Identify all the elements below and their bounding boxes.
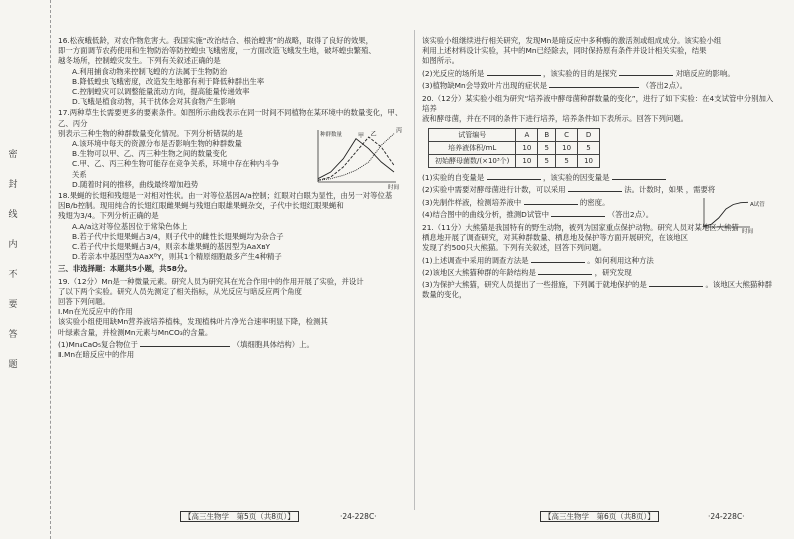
question-18-stem-2: 因B/b控制。现用纯合的长翅红眼雌果蝇与残翅白眼雄果蝇杂交，子代中长翅红眼果蝇和 [58,201,344,211]
section-3-heading: 三、非选择题：本题共5小题，共58分。 [58,264,192,274]
question-18 [58,191,410,262]
page-number-label: 【高三生物学 第6页（共8页）】 [540,511,659,522]
question-20-sub-4: (4)结合图中的曲线分析，推测D试管中 （答出2点）。 [422,209,654,219]
question-21-sub-3: (3)为保护大熊猫，研究人员提出了一些措施，下列属于就地保护的是 。该地区大熊猫种群数量的变化， [422,280,773,300]
table-cell: B [538,128,556,141]
series-line-1 [704,202,748,226]
option-b: B.生物可以甲、乙、丙三种生物之间的数量变化 [72,149,228,159]
question-21-stem-3: 发现了约500只大熊猫。下列有关叙述，回答下列问题。 [422,243,607,253]
question-16 [58,36,410,107]
table-row [429,141,600,154]
table-cell: 培养液体积/mL [429,141,516,154]
seal-margin-char: 密 [8,150,18,160]
table-cell: 5 [538,155,556,168]
option-c: C.控制蝗灾可以调整能量流动方向，提高能量传递效率 [72,87,250,97]
page-6-footer [540,510,659,524]
answer-blank[interactable] [487,171,541,180]
question-19-sub-1: (1)Mn₄CaO₅复合物位于 （填细胞具体结构）上。 [58,339,314,349]
option-d: D.若亲本中基因型为AaXᴮY，则其1个精原细胞最多产生4种精子 [72,252,282,262]
answer-blank[interactable] [487,67,541,76]
table-cell: D [578,128,600,141]
option-c: C.甲、乙、丙三种生物可能存在竞争关系，环境中存在种内斗争 [72,159,280,169]
question-21 [422,223,774,300]
series-line-2 [318,137,394,180]
page-5 [58,36,410,506]
table-header-row [429,128,600,141]
answer-blank[interactable] [549,79,639,88]
test-tube-growth-chart [698,194,768,234]
option-b: B.降低蝗虫飞蛾密度，改造发生地都有利于降低种群出生率 [72,76,265,86]
question-19-part-1: Ⅰ.Mn在光反应中的作用 [58,307,133,317]
seal-margin-char: 要 [8,300,18,310]
answer-blank[interactable] [538,266,592,275]
answer-blank[interactable] [524,196,578,205]
page-number-label: 【高三生物学 第5页（共8页）】 [180,511,299,522]
answer-blank[interactable] [649,278,703,287]
page-6 [422,36,774,506]
question-20-sub-1: (1)实验的自变量是 ，该实验的因变量是 [422,171,774,183]
table-row [429,155,600,168]
answer-blank[interactable] [612,171,666,180]
table-cell: 5 [556,155,578,168]
series-label: A试管 [750,202,765,209]
experiment-table [428,128,600,169]
question-18-stem: 18.果蝇的长翅和残翅是一对相对性状。由一对等位基因A/a控制；红眼对白眼为显性，由另一对等位基 [58,191,393,201]
question-19-part-1-text: 该实验小组使用缺Mn营养液培养植株，发现植株叶片净光合速率明显下降，检测其 [58,317,328,327]
exam-code: ·24-228C· [340,512,377,521]
seal-margin-char: 内 [8,240,18,250]
question-21-sub-1: (1)上述调查中采用的调查方法是 。如何利用这种方法 [422,255,654,265]
option-d: D.飞蛾是植食动物，其干扰体会对其食物产生影响 [72,97,236,107]
question-20-sub-3: (3)先制作样液，检测培养液中 的密度。 [422,197,610,207]
answer-blank[interactable] [140,338,230,347]
answer-blank[interactable] [531,254,585,263]
question-19-stem-3: 回答下列问题。 [58,297,110,307]
series-label: 乙 [370,131,377,139]
series-line-3 [318,134,394,181]
page-6-code [708,510,745,524]
table-cell: 试管编号 [429,128,516,141]
question-17-stem-2: 别表示三种生物的种群数量变化情况。下列分析错误的是 [58,128,243,138]
page-divider [414,30,415,510]
seal-margin-char: 线 [8,210,18,220]
seal-margin-char: 答 [8,330,18,340]
table-cell: C [556,128,578,141]
table-cell: 10 [516,155,538,168]
question-19-sub-3: (3)植物缺Mn会导致叶片出现的症状是 （答出2点）。 [422,80,688,90]
question-17 [58,108,410,190]
option-a: A.A/a这对等位基因位于常染色体上 [72,221,188,231]
table-cell: 10 [578,155,600,168]
question-16-stem: 16.松夜蛾低龄，对农作物危害大。我国实施“改治结合、根治蝗害”的战略，取得了良好的效果， [58,36,374,45]
exam-code: ·24-228C· [708,512,745,521]
option-c: C.若子代中长翅果蝇占3/4，则亲本雄果蝇的基因型为AaXʙY [72,242,271,252]
table-cell: 5 [578,141,600,154]
series-label: 甲 [358,133,365,141]
question-19-stem-2: 了以下两个实验。研究人员先测定了相关指标，从光反应与暗反应两个角度 [58,286,302,296]
table-cell: 10 [516,141,538,154]
seal-margin-char: 不 [8,270,18,280]
option-a: A.利用捕食动物来控制飞蝗的方法属于生物防治 [72,66,228,76]
question-20-stem-2: 液和酵母菌，并在不同的条件下进行培养，培养条件如下表所示。回答下列问题。 [422,114,689,124]
question-21-sub-2: (2)该地区大熊猫种群的年龄结构是 ，研究发现 [422,267,632,277]
question-18-stem-3: 残翅为3/4。下列分析正确的是 [58,211,159,221]
option-a: A.该环境中每天的资源分布是否影响生物的种群数量 [72,139,242,149]
answer-blank[interactable] [619,67,673,76]
option-b: B.若子代中长翅果蝇占3/4，则子代中的雌性长翅果蝇均为杂合子 [72,231,284,241]
question-20-sub-2: (2)实验中需要对酵母菌进行计数，可以采用 法。计数时，如果 ，需要将 [422,185,716,195]
page-5-code [340,510,377,524]
table-cell: 10 [556,141,578,154]
question-21-stem: 21.（11分）大熊猫是我国特有的野生动物，被列为国家重点保护动物。研究人员对某地区大熊猫 [422,223,739,233]
table-cell: A [516,128,538,141]
question-19 [58,277,410,361]
question-21-stem-2: 栖息地开展了调查研究，对其种群数量、栖息地及保护等方面开展研究，在该地区 [422,233,689,243]
answer-blank[interactable] [568,183,622,192]
question-19-part-2: Ⅱ.Mn在暗反应中的作用 [58,350,135,360]
seal-margin-char: 封 [8,180,18,190]
question-16-stem-2: 即一方面调节农药使用和生物防治等防控蝗虫飞蛾密度，一方面改造飞蛾发生地，破坏蝗虫繁殖、 [58,46,376,56]
page-5-footer [180,510,299,524]
x-axis-label: 时间 [388,185,400,191]
q19-continued: 该实验小组继续进行相关研究，发现Mn是暗反应中多种酶的激活剂或组成成分。该实验小组 [422,36,722,45]
x-axis-label: 时间 [742,229,754,235]
y-axis-label: 种群数量 [320,132,343,139]
question-19-part-1-text-2: 叶绿素含量，并检测Mn元素与MnCO₃的含量。 [58,327,213,337]
q19-continued-2: 利用上述材料设计实验，其中的Mn已经除去，同时保持原有条件并设计相关实验，结果 [422,46,707,56]
answer-blank[interactable] [551,208,605,217]
table-cell: 5 [538,141,556,154]
seal-margin-char: 题 [8,360,18,370]
question-16-stem-3: 越冬场所，控制蝗灾发生。下列有关叙述正确的是 [58,56,221,66]
option-d: D.随着时间的推移，曲线最终增加趋势 [72,179,199,189]
question-19-stem: 19.（12分）Mn是一种微量元素。研究人员为研究其在光合作用中的作用开展了实验，并设计 [58,276,364,286]
option-c-cont: 关系 [72,169,87,179]
table-cell: 初始酵母菌数/(×10³个) [429,155,516,168]
question-20-stem: 20.（12分）某实验小组为研究“培养液中酵母菌种群数量的变化”，进行了如下实验：在4支试管中分别加入培养 [422,94,774,114]
population-curve-chart [310,126,406,190]
series-label: 丙 [396,128,403,136]
q19-continued-3: 如图所示。 [422,56,459,66]
question-19-sub-2: (2)光反应的场所是 ，该实验的目的是探究 对暗反应的影响。 [422,68,735,78]
question-17-stem: 17.两种草生长需要更多的要素条件。如图所示曲线表示在同一时间不同植物在某环境中的数量变化，甲、乙、丙分 [58,108,403,128]
